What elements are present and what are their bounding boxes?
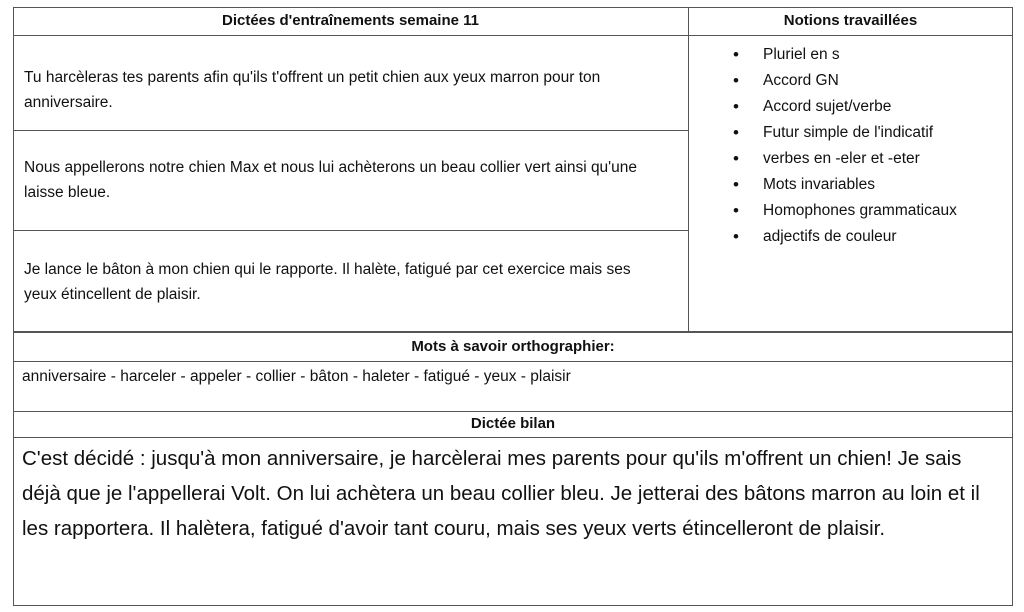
- divider: [688, 7, 689, 332]
- list-item: • Futur simple de l'indicatif: [733, 120, 957, 146]
- list-item: • Pluriel en s: [733, 42, 957, 68]
- list-item: • verbes en -eler et -eter: [733, 146, 957, 172]
- notions-header: Notions travaillées: [783, 12, 918, 29]
- divider: [13, 35, 1013, 36]
- list-item: • Homophones grammaticaux: [733, 198, 957, 224]
- divider: [13, 361, 1013, 362]
- list-item: • Accord GN: [733, 68, 957, 94]
- notions-list: [733, 42, 957, 250]
- list-item: • Mots invariables: [733, 172, 957, 198]
- dictee-3: Je lance le bâton à mon chien qui le rapporte. Il halète, fatigué par cet exercice mais ses yeux étincellent de plaisir.: [24, 261, 631, 303]
- divider: [13, 411, 1013, 412]
- dictees-header: Dictées d'entraînements semaine 11: [221, 12, 480, 29]
- mots-header: Mots à savoir orthographier:: [411, 338, 615, 355]
- list-item: • adjectifs de couleur: [733, 224, 957, 250]
- divider: [13, 437, 1013, 438]
- list-item: • Accord sujet/verbe: [733, 94, 957, 120]
- bilan-text: C'est décidé : jusqu'à mon anniversaire, je harcèlerai mes parents pour qu'ils m'offrent un chien! Je sais déjà que je l'appellerai Volt. On lui achètera un beau collier bleu. Je jetterai des bâtons marron au loin et il les rapportera. Il halètera, fatigué d'avoir tant couru, mais ses yeux verts étincelleront de plaisir.: [22, 447, 980, 540]
- bilan-header: Dictée bilan: [470, 415, 556, 432]
- dictee-1: Tu harcèleras tes parents afin qu'ils t'offrent un petit chien aux yeux marron pour ton anniversaire.: [24, 69, 601, 111]
- divider: [13, 331, 1013, 333]
- mots-list: anniversaire - harceler - appeler - collier - bâton - haleter - fatigué - yeux - plaisir: [22, 368, 571, 385]
- divider: [13, 130, 688, 131]
- divider: [13, 230, 688, 231]
- dictee-2: Nous appellerons notre chien Max et nous lui achèterons un beau collier vert ainsi qu'une laisse bleue.: [24, 159, 637, 201]
